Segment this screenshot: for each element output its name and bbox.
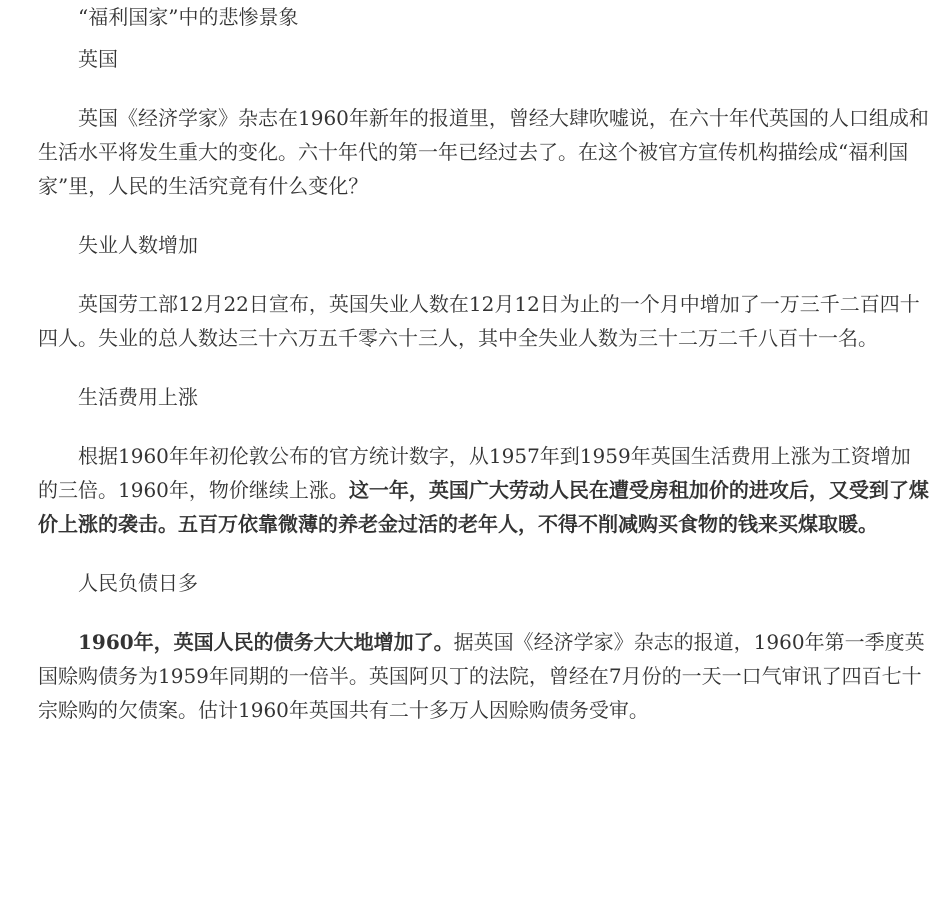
paragraph-text: 英国劳工部12月22日宣布，英国失业人数在12月12日为止的一个月中增加了一万三千二百四十四人。失业的总人数达三十六万五千零六十三人，其中全失业人数为三十二万二千八百十一名。: [38, 292, 920, 350]
paragraph-text: 据英国《经济学家》杂志的报道，1960年第一季度英国赊购债务为1959年同期的一倍半。英国阿贝丁的法院，曾经在7月份的一天一口气审讯了四百七十宗赊购的欠债案。估计1960年英国共有二十多万人因赊购债务受审。: [38, 630, 925, 722]
paragraph-text: 英国《经济学家》杂志在1960年新年的报道里，曾经大肆吹嘘说，在六十年代英国的人口组成和生活水平将发生重大的变化。六十年代的第一年已经过去了。在这个被官方宣传机构描绘成“福利国家”里，人民的生活究竟有什么变化？: [38, 106, 929, 198]
article-title: “福利国家”中的悲惨景象: [78, 5, 299, 29]
section-heading-cost-of-living: 生活费用上涨: [78, 385, 198, 409]
paragraph-text: 根据1960年年初伦敦公布的官方统计数字，从1957年到1959年英国生活费用上涨为工资增加的三倍。1960年，物价继续上涨。: [38, 444, 911, 502]
paragraph-uk-intro: [38, 101, 930, 203]
paragraph-emphasis: 这一年，英国广大劳动人民在遭受房租加价的进攻后，又受到了煤价上涨的袭击。五百万依靠微薄的养老金过活的老年人，不得不削减购买食物的钱来买煤取暖。: [38, 478, 929, 536]
paragraph-cost-of-living: [38, 439, 930, 541]
section-heading-debt: 人民负债日多: [78, 571, 198, 595]
paragraph-emphasis: 1960年，英国人民的债务大大地增加了。: [78, 630, 454, 654]
paragraph-unemployment: [38, 287, 930, 355]
section-heading-uk: 英国: [78, 47, 118, 71]
section-heading-unemployment: 失业人数增加: [78, 233, 198, 257]
paragraph-debt: [38, 625, 930, 727]
